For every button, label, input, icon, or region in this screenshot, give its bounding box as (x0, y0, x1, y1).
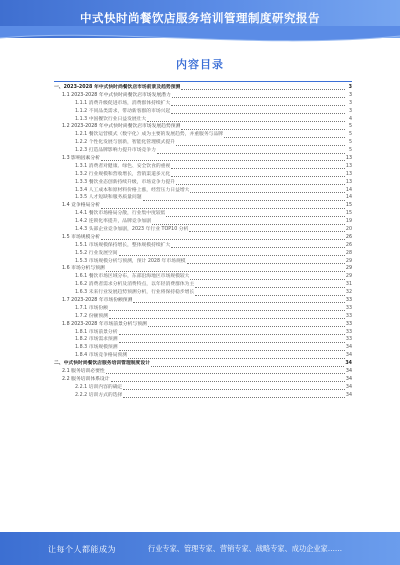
toc-page-number: 32 (345, 290, 352, 296)
toc-entry-text: 1.6.2 消费者需求分析及消费特点，以年轻消费群体为主 (75, 282, 195, 288)
toc-page-number: 34 (345, 345, 352, 351)
toc-page-number: 34 (345, 384, 352, 390)
toc-entry[interactable] (54, 131, 352, 139)
toc-entry[interactable] (54, 258, 352, 266)
toc-leader-dots (123, 389, 345, 390)
toc-page-number: 29 (345, 274, 352, 280)
toc-page-number: 5 (348, 140, 352, 146)
toc-leader-dots (181, 89, 345, 90)
toc-page-number: 34 (345, 376, 352, 382)
toc-entry-text: 二、中式快时尚餐饮店服务培训管理制度设计 (54, 361, 150, 367)
toc-page-number: 3 (348, 84, 352, 90)
toc-page-number: 3 (348, 108, 352, 114)
toc-entry-text: 1.2.3 打造品牌影响力提升市场竞争力 (75, 148, 156, 154)
toc-leader-dots (151, 366, 344, 367)
toc-page-number: 15 (345, 203, 352, 209)
toc-entry[interactable] (54, 234, 352, 242)
toc-entry[interactable] (54, 226, 352, 234)
toc-page-number: 31 (345, 282, 352, 288)
toc-entry[interactable] (54, 281, 352, 289)
toc-page-number: 29 (345, 266, 352, 272)
toc-page-number: 13 (345, 156, 352, 161)
toc-entry-text: 1.7.1 市场份额 (75, 305, 108, 311)
toc-entry[interactable] (54, 84, 352, 92)
toc-leader-dots (171, 176, 345, 177)
toc-entry-text: 1.3.1 消费者对健康、绿色、安全饮食的重视 (75, 163, 171, 169)
toc-leader-dots (171, 105, 345, 106)
toc-leader-dots (166, 216, 344, 217)
toc-divider (54, 81, 352, 82)
toc-entry-text: 1.3.2 行业规模和营收增长，营销渠道多元化 (75, 171, 171, 177)
toc-entry[interactable] (54, 384, 352, 392)
toc-entry-text: 2.1 服务培训必要性 (62, 369, 105, 375)
toc-entry[interactable] (54, 297, 352, 305)
toc-entry-text: 1.8.1 市场前景分析 (75, 329, 118, 335)
toc-title: 内容目录 (176, 58, 224, 71)
toc-leader-dots (187, 263, 345, 264)
toc-entry-text: 一、2023-2028 年中式快时尚餐饮店市场前景及趋势预测 (54, 84, 181, 90)
toc-entry-text: 1.6.3 未来行业发展趋势预测分析，行业将保持稳步增长 (75, 290, 195, 296)
toc-entry-text: 1.4.3 头部企业竞争加剧，2023 年行业 TOP10 分析 (75, 227, 189, 233)
toc-entry-text: 1.4 竞争格局分析 (62, 203, 100, 209)
toc-entry[interactable] (54, 313, 352, 321)
footer-slogan: 让每个人都能成为 (48, 545, 116, 554)
toc-leader-dots (172, 97, 345, 98)
toc-entry-text: 1.6 市场分析与预测 (62, 266, 105, 272)
toc-entry-text: 1.3.3 餐饮业态创新持续升级，市场竞争力提升 (75, 179, 176, 185)
toc-leader-dots (143, 200, 345, 201)
toc-entry-text: 1.1 2023-2028 年中式快时尚餐饮店市场发展潜力 (62, 92, 171, 98)
toc-entry[interactable] (54, 368, 352, 376)
toc-leader-dots (101, 160, 345, 161)
toc-entry[interactable] (54, 265, 352, 273)
toc-page-number: 26 (345, 234, 352, 240)
toc-leader-dots (147, 121, 345, 122)
toc-page-number: 15 (345, 211, 352, 217)
toc-leader-dots (171, 168, 345, 169)
toc-entry[interactable] (54, 116, 352, 124)
toc-entry-text: 1.7.2 份额预测 (75, 313, 108, 319)
toc-entry-text: 1.2.1 餐饮运营模式（数字化）成为主要的发展趋势，并重服务与品牌 (75, 132, 224, 138)
toc-entry-text: 1.2 2023-2028 年中式快时尚餐饮店市场发展趋势预测 (62, 124, 181, 130)
toc-entry-text: 1.2.2 个性化发展与创新，智能化管理模式提升 (75, 140, 176, 146)
toc-page-number: 5 (348, 132, 352, 138)
toc-entry-text: 2.2 服务培训体系设计 (62, 376, 110, 382)
toc-entry[interactable] (54, 210, 352, 218)
toc-entry[interactable] (54, 171, 352, 179)
toc-page-number: 28 (345, 250, 352, 256)
toc-page-number: 34 (345, 353, 352, 359)
toc-leader-dots (109, 318, 345, 319)
toc-entry[interactable] (54, 250, 352, 258)
toc-leader-dots (111, 381, 345, 382)
toc-entry[interactable] (54, 139, 352, 147)
toc-page-number: 5 (348, 124, 352, 130)
toc-leader-dots (189, 231, 345, 232)
toc-leader-dots (101, 208, 345, 209)
toc-leader-dots (109, 310, 345, 311)
toc-leader-dots (148, 326, 345, 327)
toc-page-number: 14 (345, 195, 352, 201)
toc-leader-dots (119, 350, 345, 351)
toc-entry[interactable] (54, 100, 352, 108)
toc-leader-dots (106, 373, 345, 374)
toc-page-number: 34 (345, 392, 352, 398)
toc-entry-text: 1.8.2 市场需求预测 (75, 337, 118, 343)
toc-entry-text: 1.8.4 市场竞争格局预测 (75, 353, 128, 359)
toc-entry-text: 1.1.1 消费升级促进市场，消费群体持续扩大 (75, 100, 171, 106)
toc-entry[interactable] (54, 289, 352, 297)
toc-entry[interactable] (54, 155, 352, 163)
toc-entry[interactable] (54, 147, 352, 155)
toc-leader-dots (190, 279, 344, 280)
toc-page-number: 4 (348, 116, 352, 122)
table-of-contents (54, 84, 352, 400)
toc-leader-dots (152, 224, 345, 225)
toc-entry-text: 2.2.2 培训方式的选择 (75, 392, 123, 398)
toc-leader-dots (181, 129, 345, 130)
toc-entry[interactable] (54, 360, 352, 368)
toc-leader-dots (176, 184, 345, 185)
toc-leader-dots (171, 113, 345, 114)
toc-page-number: 33 (345, 298, 352, 304)
toc-leader-dots (157, 153, 345, 154)
toc-entry[interactable] (54, 337, 352, 345)
toc-leader-dots (176, 145, 345, 146)
toc-page-number: 5 (348, 148, 352, 154)
toc-entry-text: 1.7 2023-2028 年市场份额预测 (62, 298, 133, 304)
toc-entry-text: 1.4.1 餐饮市场格局分散，行业集中度较低 (75, 211, 166, 217)
toc-page-number: 33 (345, 305, 352, 311)
toc-leader-dots (171, 247, 345, 248)
toc-entry-text: 2.2.1 培训内容的确定 (75, 384, 123, 390)
toc-leader-dots (195, 287, 345, 288)
toc-leader-dots (224, 137, 345, 138)
toc-entry[interactable] (54, 202, 352, 210)
toc-leader-dots (190, 192, 344, 193)
toc-page-number: 33 (345, 313, 352, 319)
toc-page-number: 13 (345, 171, 352, 177)
toc-entry[interactable] (54, 352, 352, 360)
toc-entry-text: 1.4.2 连锁化率提升，品牌竞争加剧 (75, 219, 152, 225)
toc-leader-dots (133, 302, 344, 303)
toc-entry[interactable] (54, 194, 352, 202)
toc-leader-dots (119, 342, 345, 343)
toc-entry-text: 1.5.3 市场规模分析与预测，预计 2028 年市场规模 (75, 258, 186, 264)
toc-leader-dots (195, 295, 345, 296)
toc-leader-dots (106, 271, 345, 272)
footer-roles: 行业专家、管理专家、营销专家、战略专家、成功企业家…… (148, 544, 343, 553)
toc-page-number: 33 (345, 329, 352, 335)
toc-entry[interactable] (54, 187, 352, 195)
toc-page-number: 13 (345, 163, 352, 169)
toc-entry-text: 1.8.3 市场规模预测 (75, 345, 118, 351)
toc-entry[interactable] (54, 273, 352, 281)
toc-entry[interactable] (54, 321, 352, 329)
report-title: 中式快时尚餐饮店服务培训管理制度研究报告 (80, 11, 320, 25)
toc-entry-text: 1.6.1 餐饮市场区域分布，东部沿海地区市场规模较大 (75, 274, 190, 280)
toc-entry-text: 1.1.3 中国餐饮行业日益发展壮大 (75, 116, 147, 122)
toc-entry[interactable] (54, 242, 352, 250)
toc-page-number: 14 (345, 187, 352, 193)
toc-page-number: 26 (345, 242, 352, 248)
header-wave (0, 26, 400, 50)
toc-leader-dots (128, 358, 345, 359)
toc-page-number: 33 (345, 337, 352, 343)
toc-leader-dots (101, 239, 345, 240)
toc-page-number: 13 (345, 179, 352, 185)
toc-entry[interactable] (54, 123, 352, 131)
toc-entry[interactable] (54, 179, 352, 187)
toc-leader-dots (123, 397, 345, 398)
toc-page-number: 19 (345, 219, 352, 225)
toc-entry[interactable] (54, 305, 352, 313)
toc-entry-text: 1.5 市场规模分析 (62, 234, 100, 240)
toc-entry[interactable] (54, 329, 352, 337)
toc-entry-text: 1.8 2023-2028 年市场前景分析与预测 (62, 321, 147, 327)
toc-page-number: 3 (348, 100, 352, 106)
toc-page-number: 20 (345, 227, 352, 233)
toc-entry-text: 1.3.5 人才短缺和服务质量问题 (75, 195, 142, 201)
toc-entry-text: 1.1.2 不同品类需求，带动新客群的市场兴起 (75, 108, 171, 114)
toc-entry[interactable] (54, 163, 352, 171)
toc-entry[interactable] (54, 392, 352, 400)
toc-entry[interactable] (54, 218, 352, 226)
toc-page-number: 34 (345, 361, 352, 367)
toc-page-number: 33 (345, 321, 352, 327)
toc-leader-dots (119, 334, 345, 335)
toc-entry-text: 1.3 影响因素分析 (62, 156, 100, 161)
toc-leader-dots (119, 255, 345, 256)
toc-entry-text: 1.5.1 市场规模保持增长，整体规模持续扩大 (75, 242, 171, 248)
toc-page-number: 3 (348, 92, 352, 98)
toc-page-number: 29 (345, 258, 352, 264)
toc-entry[interactable] (54, 376, 352, 384)
toc-entry-text: 1.5.2 行业发展空间 (75, 250, 118, 256)
toc-entry-text: 1.3.4 人工成本和原材料价格上涨，经营压力日益增大 (75, 187, 190, 193)
toc-page-number: 34 (345, 369, 352, 375)
toc-entry[interactable] (54, 344, 352, 352)
toc-entry[interactable] (54, 92, 352, 100)
page-footer (0, 532, 400, 565)
toc-entry[interactable] (54, 108, 352, 116)
